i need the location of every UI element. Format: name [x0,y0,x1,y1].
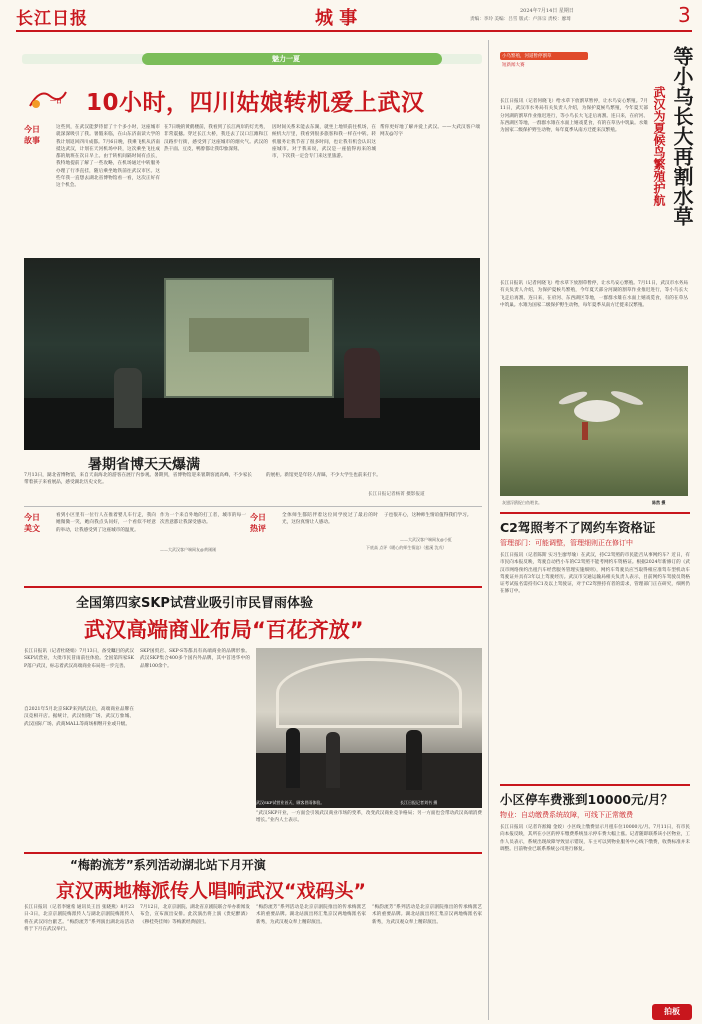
hot-text-1: 全体师生都陪伴着这位同学度过了最后的时光，这份真情让人感动。 [282,513,378,526]
skp-paragraph-1: 长江日报讯（记者杜晓娟）7月13日，备受瞩目的武汉SKP试营业，大批市民冒雨前往体验。全国第四家SKP落户武汉，标志着武汉高端商业布局进一步完善。 [24,649,134,669]
skp-paragraph-5: “武汉SKP开业，一方面会引领武汉商业市场的变革，改变武汉商业竞争格局；另一方面也会带动武汉高端消费增长。”业内人士表示。 [256,811,482,824]
right-headline-text: 等小乌长大再割水草 [670,46,694,226]
issue-date: 2024年7月14日 星期日 [520,8,574,14]
section-title: 城 事 [315,8,358,29]
parking-headline: 小区停车费涨到10000元/月？ [500,792,674,807]
museum-exhibit-photo [24,258,480,450]
right-story-body-2: 长江日报讯（记者何晓飞）给水草下放割草暂停，让水鸟安心繁殖。7月11日，武汉市水务局有关负责人介绍，为保护夏候鸟繁殖，今年夏天部分河湖的割草作业推迟进行，等小鸟长大飞走后再割。连日来，在府河、东西湖区等地，一群群水雉在水面上嬉戏觅食，有的在草丛中筑巢。水雉为国家二级保护野生动物，每年夏季从南方迁徙来汉繁殖。 [500,281,688,308]
parking-sub: 物业：自动缴费系统故障，可线下正常缴费 [500,811,633,819]
right-story-sub [651,86,669,286]
newspaper-logo: 长江日报 [16,9,88,29]
skp-mall-photo [256,648,482,808]
summer-banner [22,54,482,64]
label-today-hot: 今日 [250,512,266,522]
editor-credits: 责编：李玲 美编：吕雪 版式：卢泽宗 责校：廖琦 [470,17,571,22]
skp-headline: 武汉高端商业布局“百花齐放” [84,618,364,642]
bird-photo [500,366,688,496]
photo-title: 暑期省博天天爆满 [88,457,200,473]
masthead-rule [16,30,692,32]
opera-overline: “梅韵流芳”系列活动湖北站下月开演 [70,858,266,872]
skp-overline: 全国第四家SKP试营业吸引市民冒雨体验 [76,596,313,611]
beauty-source: ——大武汉客户端网友@黄刚刚 [160,547,216,552]
lead-kicker-logo [26,86,70,114]
short-news-tag [500,52,600,70]
label-beauty: 美文 [24,523,40,533]
skp-photo-credit: 长江日报记者刘书 摄 [400,800,438,805]
parking-body: 长江日报讯（记者许淞翰 金姣）小区线上缴费显示月租车位10000元/月。7月11日，有市民向本报反映，其所在小区的停车缴费系统显示停车费大幅上涨。记者随即联系该小区物业，工作人员表示，系统出现故障导致显示错误，车主可以到物业服务中心线下缴费，收费标准并未调整。目前物业已联系系统公司进行修复。 [500,825,690,852]
today-beauty-label [24,512,54,534]
skp-photo-caption: 武汉SKP试营业首天，顾客冒雨体验。 [256,800,325,805]
beauty-text-1: 看到小区里有一位行人在推着婴儿车行走，我向她微微一笑，她向我点头问好，一个看似不经意的举动，让我感受到了这座城市的温度。 [56,513,156,533]
opera-paragraph-4: “梅韵流芳”系列活动是北京京剧院推出的传承梅派艺术的重要品牌。湖北站演出将汇集京汉两地梅派名家新秀，为武汉观众奉上精彩演出。 [372,905,482,925]
label-today: 今日 [24,124,40,134]
lead-paragraph-4: 帮你更好地了解并爱上武汉。——大武汉客户端网友@写字 [380,125,480,138]
opera-paragraph-2: 7月12日，北京京剧院、湖北省京剧院联合举办新闻发布会，宣布演出安排。此次演出将上演《贵妃醉酒》《穆桂英挂帅》等梅派经典剧目。 [140,905,250,925]
opera-paragraph-1: 长江日报讯（记者李娅希 通讯员王昌 张晓燕）8月23日-3日，北京京剧院梅派传人与湖北京剧院梅派传人将在武汉同台献艺。“梅韵流芳”系列演出湖北站活动将于下月在武汉举行。 [24,905,134,932]
today-hot-label [250,512,280,534]
c2-body: 长江日报讯（记者陈斯 实习生廖琴瑜）在武汉，持C2驾照的市民能否从事网约车？近日，有市民向本报反映，驾驶自动挡小车的C2驾照不能考网约车资格证。根据2024年新修订的《武汉市网络预约出租汽车经营服务管理实施细则》，网约车驾驶员应当取得相应准驾车型机动车驾驶证并具有3年以上驾驶经历。武汉市交通运输局相关负责人表示，目前网约车驾驶员资格证考试报名需持有C1及以上驾驶证，对于C2驾照持有者的需求，管理部门正在研究，细则仍在修订中。 [500,553,690,595]
right-story-body: 长江日报讯（记者何晓飞）给水草下放割草暂停，让水鸟安心繁殖。7月11日，武汉市水务局有关负责人介绍，为保护夏候鸟繁殖，今年夏天部分河湖的割草作业推迟进行，等小鸟长大飞走后再割。连日来，在府河、东西湖区等地，一群群水雉在水面上嬉戏觅食，有的在草丛中筑巢。水雉为国家二级保护野生动物，每年夏季从南方迁徙来汉繁殖。 [500,99,648,134]
c2-headline: C2驾照考不了网约车资格证 [500,520,656,535]
opera-paragraph-3: “梅韵流芳”系列活动是北京京剧院推出的传承梅派艺术的重要品牌。湖北站演出将汇集京汉两地梅派名家新秀，为武汉观众奉上精彩演出。 [256,905,366,925]
lead-paragraph-1: 这些到，在武汉能梦待留了十个多小时，这座城市就深深吸引了我。暑假来临，在山东济南读大学的我计划返回四川成都。7月6日晚，我乘飞机从济南抵达武汉，计划在天河机场中转，这次乘坐飞往成都的航班在次日早上。由于转机间隔时间有点长，我特地提前了解了一些攻略，在机场通过中转服务办理了行李直挂，随后乘坐地铁前往武汉市区。这些年我一直想去湖北省博物馆看一看，这次正好有这个机会。 [56,125,160,189]
kicker-label: 一日 [50,98,63,105]
photo-caption: 7月13日，湖北省博物馆，来自天南海北的游客在展厅内参观。暑期到，省博物馆迎来暑期客流高峰，不少家长带着孩子来看展品，感受湖北历史文化。 [24,473,252,486]
photo-credit: 长江日报记者杨菁 摄影报道 [368,492,425,497]
skp-paragraph-2: 自2021年5月北京SKP来到武汉后，高端商业品牌在汉竞相开店。据统计，武汉恒隆广场、武汉万象城、武汉国际广场、武商MALL等商场相继开业或升级。 [24,707,134,727]
masthead [0,0,702,34]
right-story-headline [670,46,698,276]
page-number: 3 [678,3,691,27]
paiban-stamp-text: 拍板 [664,1007,680,1016]
banner-text: 魅力一夏 [272,55,300,63]
short-news-tag-text: 小乌繁殖，河道暂停割草 [502,54,552,59]
photo-caption-right: 的展柜。新馆更是年轻人青睐，不少大学生也前来打卡。 [266,473,381,478]
bird-photo-caption: 灰翅浮鸥捉白鱼喂食。 [502,500,542,505]
paiban-stamp [652,1004,692,1020]
beauty-text-2: 作为一个来自外地的打工者，城市的每一次善意都让我深受感动。 [160,513,246,526]
hot-source-2: 下底高 点评《暖心的师生情谊》（慈溪 沈戊） [366,545,447,550]
bird-photo-credit: 陈然 摄 [652,500,666,505]
hot-source-1: ——大武汉客户端网友@小虹 [400,537,452,542]
lead-paragraph-3: 因时间关系未能去东湖，就坐上地铁前往机场，在候机大厅里，我看到很多旅客和我一样在中转。转机服务让我节省了很多时间，也让我有机会认识这座城市。对于我来说，武汉是一座值得再来的城市，下次我一定会专门来这里旅游。 [272,125,376,160]
lead-paragraph-2: 在7日晚的黄鹤楼前，我看到了长江两岸的灯光秀，非常震撼。穿过长江大桥，我还去了汉口江滩和江汉路步行街，感受到了这座城市的烟火气。武汉的热干面、豆皮、鸭脖都让我印象深刻。 [164,125,268,152]
skp-paragraph-3: SKP国贸店、SKP-S等都具有高端商业的品牌形象。武汉SKP集合400多个国内外品牌，其中首进华中的品牌100余个。 [140,649,250,669]
label-hot: 热评 [250,523,266,533]
hot-text-2: 子也很开心，这种师生情谊值得我们学习。 [384,513,472,518]
label-story: 故事 [24,135,40,145]
right-sub-text: 武汉为夏候鸟繁殖护航 [652,86,666,206]
lead-headline: 10小时，四川姑娘转机爱上武汉 [86,90,425,116]
c2-sub: 管理部门：可能调整，管理细则正在修订中 [500,539,633,547]
opera-headline: 京汉两地梅派传人唱响武汉“戏码头” [56,880,366,902]
short-news-tag-sub: 短新闻大赛 [502,63,525,68]
label-today-beauty: 今日 [24,512,40,522]
today-story-label [24,124,54,146]
